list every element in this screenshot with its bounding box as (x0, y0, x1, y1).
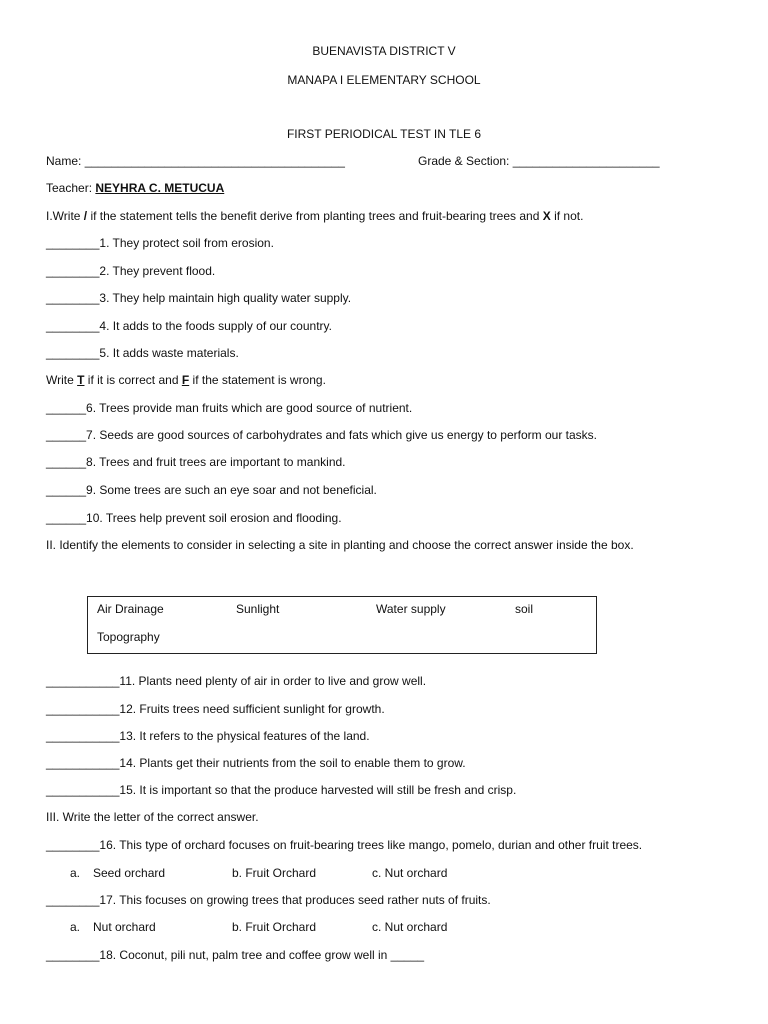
q16-option-b: b. Fruit Orchard (232, 866, 317, 880)
part1-instruction (46, 209, 583, 223)
question-13: ___________13. It refers to the physical features of the land. (46, 729, 370, 743)
question-17: ________17. This focuses on growing trees that produces seed rather nuts of fruits. (46, 893, 491, 907)
part1-instr-a: I.Write (46, 209, 84, 223)
name-blank: _______________________________________ (84, 154, 345, 168)
teacher-row (46, 181, 224, 195)
question-7: ______7. Seeds are good sources of carbohydrates and fats which give us energy to perform our tasks. (46, 428, 597, 442)
part1-instr-c: if not. (550, 209, 584, 223)
choices-box (87, 596, 597, 654)
x-mark: X (542, 209, 551, 223)
q17-option-a: Nut orchard (93, 920, 156, 934)
question-10: ______10. Trees help prevent soil erosion and flooding. (46, 511, 342, 525)
question-1: ________1. They protect soil from erosion. (46, 236, 274, 250)
question-14: ___________14. Plants get their nutrients from the soil to enable them to grow. (46, 756, 466, 770)
question-16: ________16. This type of orchard focuses on fruit-bearing trees like mango, pomelo, durian and other fruit trees. (46, 838, 643, 852)
question-2: ________2. They prevent flood. (46, 264, 216, 278)
teacher-label: Teacher: (46, 181, 93, 195)
choice-air-drainage: Air Drainage (97, 602, 164, 616)
grade-row (418, 154, 660, 168)
test-title: FIRST PERIODICAL TEST IN TLE 6 (286, 127, 482, 141)
choice-soil: soil (515, 602, 534, 616)
tf-instr-a: Write (46, 373, 78, 387)
teacher-name: NEYHRA C. METUCUA (95, 181, 225, 195)
question-4: ________4. It adds to the foods supply of our country. (46, 319, 332, 333)
question-6: ______6. Trees provide man fruits which are good source of nutrient. (46, 401, 413, 415)
question-9: ______9. Some trees are such an eye soar and not beneficial. (46, 483, 377, 497)
slash-mark: / (83, 209, 88, 223)
question-12: ___________12. Fruits trees need sufficient sunlight for growth. (46, 702, 385, 716)
district-heading: BUENAVISTA DISTRICT V (312, 44, 456, 58)
choice-topography: Topography (97, 630, 160, 644)
part3-instruction: III. Write the letter of the correct answer. (46, 810, 259, 824)
grade-label: Grade & Section: (418, 154, 510, 168)
q16-option-c: c. Nut orchard (372, 866, 448, 880)
tf-instr-c: if the statement is wrong. (189, 373, 326, 387)
name-label: Name: (46, 154, 82, 168)
question-11: ___________11. Plants need plenty of air in order to live and grow well. (46, 674, 427, 688)
question-15: ___________15. It is important so that the produce harvested will still be fresh and crisp. (46, 783, 517, 797)
name-row (46, 154, 345, 168)
false-mark: F (181, 373, 190, 387)
question-8: ______8. Trees and fruit trees are important to mankind. (46, 455, 346, 469)
tf-instr-b: if it is correct and (84, 373, 182, 387)
question-3: ________3. They help maintain high quality water supply. (46, 291, 352, 305)
q16-option-a-letter: a. (70, 866, 81, 880)
part2-instruction: II. Identify the elements to consider in selecting a site in planting and choose the correct answer inside the box. (46, 538, 634, 552)
question-5: ________5. It adds waste materials. (46, 346, 239, 360)
q17-option-c: c. Nut orchard (372, 920, 448, 934)
choice-sunlight: Sunlight (236, 602, 280, 616)
grade-blank: ______________________ (512, 154, 660, 168)
true-mark: T (77, 373, 85, 387)
choice-water-supply: Water supply (376, 602, 446, 616)
tf-instruction (46, 373, 326, 387)
question-18: ________18. Coconut, pili nut, palm tree and coffee grow well in _____ (46, 948, 425, 962)
school-heading: MANAPA I ELEMENTARY SCHOOL (287, 73, 481, 87)
q16-option-a: Seed orchard (93, 866, 166, 880)
q17-option-b: b. Fruit Orchard (232, 920, 317, 934)
q17-option-a-letter: a. (70, 920, 81, 934)
part1-instr-b: if the statement tells the benefit derive from planting trees and fruit-bearing trees and (87, 209, 543, 223)
